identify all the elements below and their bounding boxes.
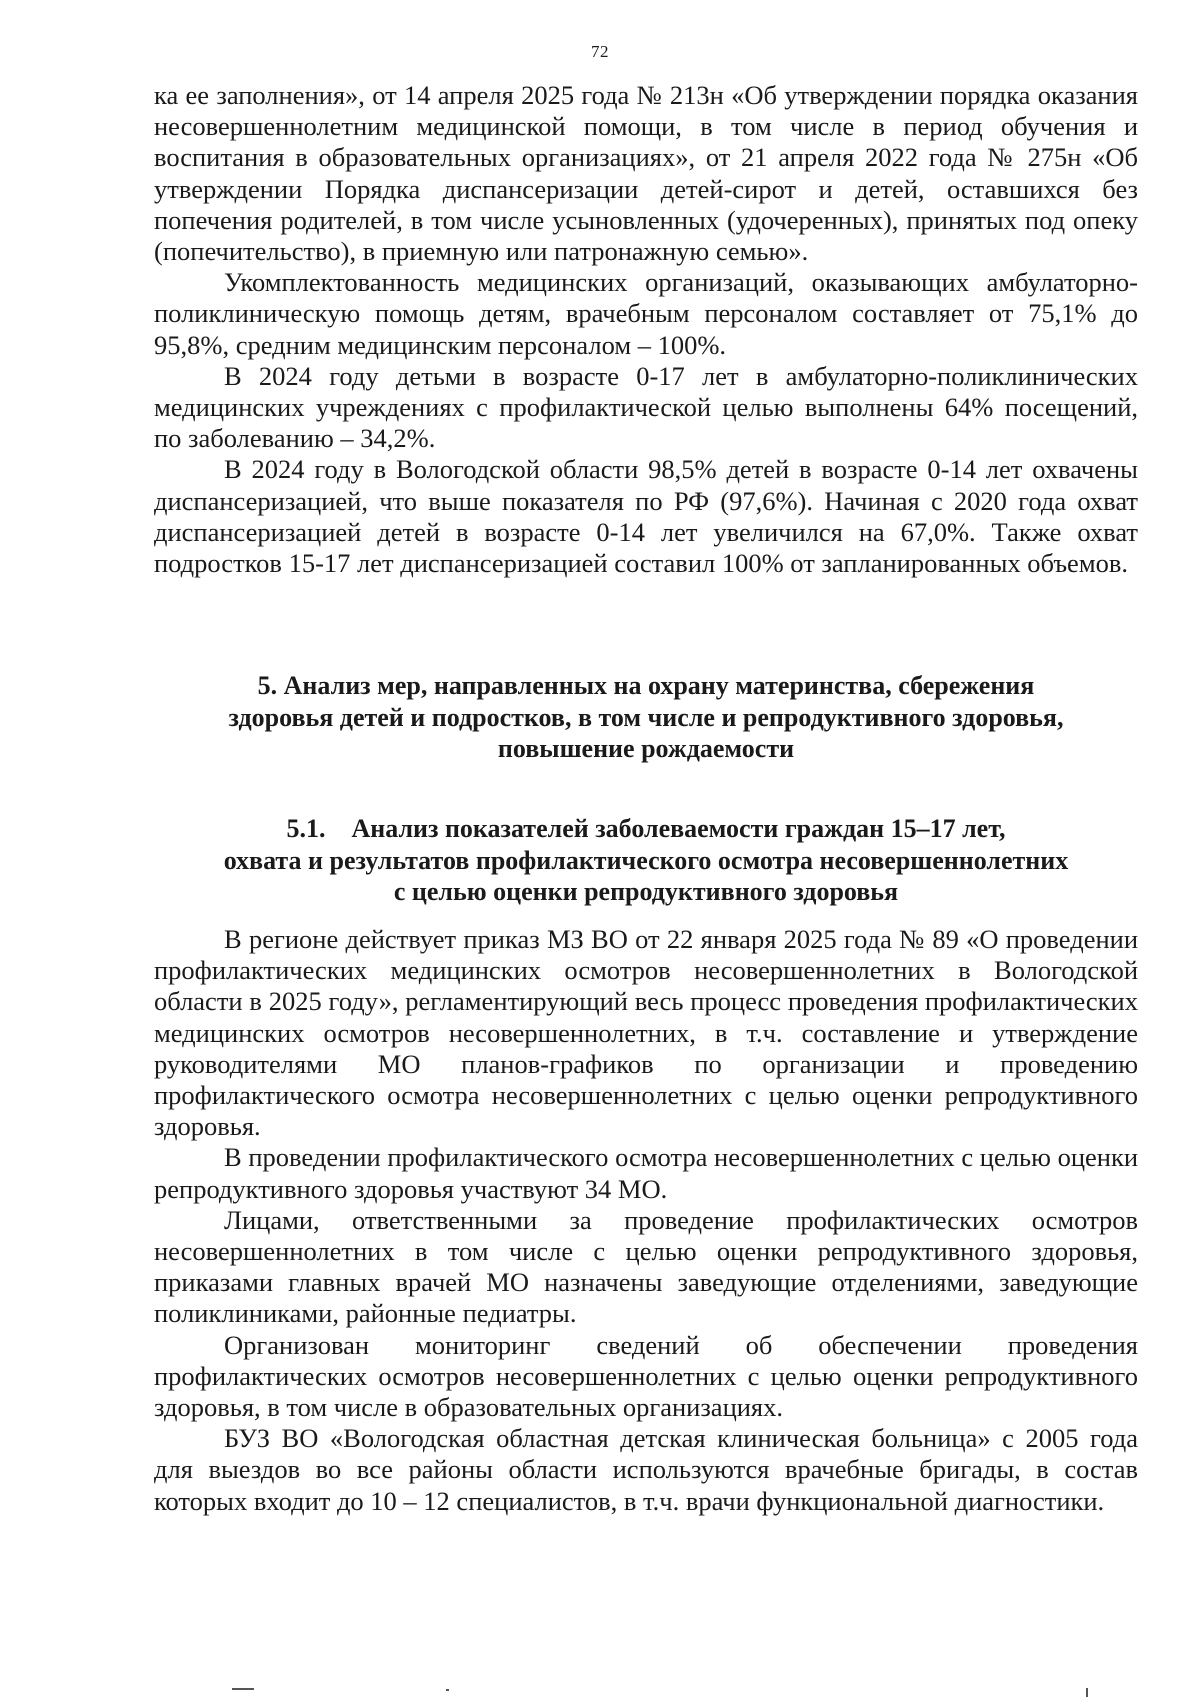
- subsection-heading-line: охвата и результатов профилактического осмотра несовершеннолетних: [223, 845, 1069, 875]
- scan-mark: [446, 1689, 449, 1691]
- paragraph-visits: В 2024 году детьми в возрасте 0-17 лет в амбулаторно-поликлинических медицинских учреждениях с профилактической целью выполнены 64% посещений, по заболеванию – 34,2%.: [154, 360, 1138, 454]
- paragraph-brigades: БУЗ ВО «Вологодская областная детская клиническая больница» с 2005 года для выездов во все районы области используются врачебные бригады, в состав которых входит до 10 – 12 специалистов, в т.ч. врачи функциональной диагностики.: [154, 1423, 1138, 1516]
- paragraph-participants: В проведении профилактического осмотра несовершеннолетних с целью оценки репродуктивного здоровья участвуют 34 МО.: [154, 1142, 1138, 1204]
- paragraph-continuation: ка ее заполнения», от 14 апреля 2025 года № 213н «Об утверждении порядка оказания несовершеннолетним медицинской помощи, в том числе в период обучения и воспитания в образовательных организациях», от 21 апреля 2022 года № 275н «Об утверждении Порядка диспансеризации детей-сирот и детей, оставшихся без попечения родителей, в том числе усыновленных (удочеренных), принятых под опеку (попечительство), в приемную или патронажную семью».: [154, 80, 1138, 267]
- subsection-heading: [154, 813, 1138, 908]
- paragraph-order: В регионе действует приказ МЗ ВО от 22 января 2025 года № 89 «О проведении профилактических медицинских осмотров несовершеннолетних в Вологодской области в 2025 году», регламентирующий весь процесс проведения профилактических медицинских осмотров несовершеннолетних, в т.ч. составление и утверждение руководителями МО планов-графиков по организации и проведению профилактического осмотра несовершеннолетних с целью оценки репродуктивного здоровья.: [154, 924, 1138, 1142]
- section-heading-line: здоровья детей и подростков, в том числе и репродуктивного здоровья,: [228, 702, 1064, 732]
- intro-text: [154, 80, 1138, 579]
- section-heading: [154, 670, 1138, 765]
- section-heading-line: 5. Анализ мер, направленных на охрану материнства, сбережения: [257, 671, 1035, 700]
- paragraph-monitoring: Организован мониторинг сведений об обеспечении проведения профилактических осмотров несовершеннолетних с целью оценки репродуктивного здоровья, в том числе в образовательных организациях.: [154, 1329, 1138, 1423]
- paragraph-responsible: Лицами, ответственными за проведение профилактических осмотров несовершеннолетних в том числе с целью оценки репродуктивного здоровья, приказами главных врачей МО назначены заведующие отделениями, заведующие поликлиниками, районные педиатры.: [154, 1204, 1138, 1329]
- subsection-heading-line: с целью оценки репродуктивного здоровья: [393, 877, 899, 906]
- scan-mark: [1086, 1688, 1088, 1697]
- scan-mark: [232, 1688, 254, 1690]
- scan-artifacts: [0, 1688, 1200, 1697]
- subsection-heading-line: 5.1. Анализ показателей заболеваемости граждан 15–17 лет,: [286, 814, 1006, 843]
- body-text: [154, 924, 1138, 1517]
- section-heading-line: повышение рождаемости: [497, 734, 795, 763]
- paragraph-dispensary: В 2024 году в Вологодской области 98,5% детей в возрасте 0-14 лет охвачены диспансеризацией, что выше показателя по РФ (97,6%). Начиная с 2020 года охват диспансеризацией детей в возрасте 0-14 лет увеличился на 67,0%. Также охват подростков 15-17 лет диспансеризацией составил 100% от запланированных объемов.: [154, 454, 1138, 579]
- page-number: 72: [591, 42, 609, 61]
- paragraph-staffing: Укомплектованность медицинских организаций, оказывающих амбулаторно-поликлиническую помощь детям, врачебным персоналом составляет от 75,1% до 95,8%, средним медицинским персоналом – 100%.: [154, 267, 1138, 360]
